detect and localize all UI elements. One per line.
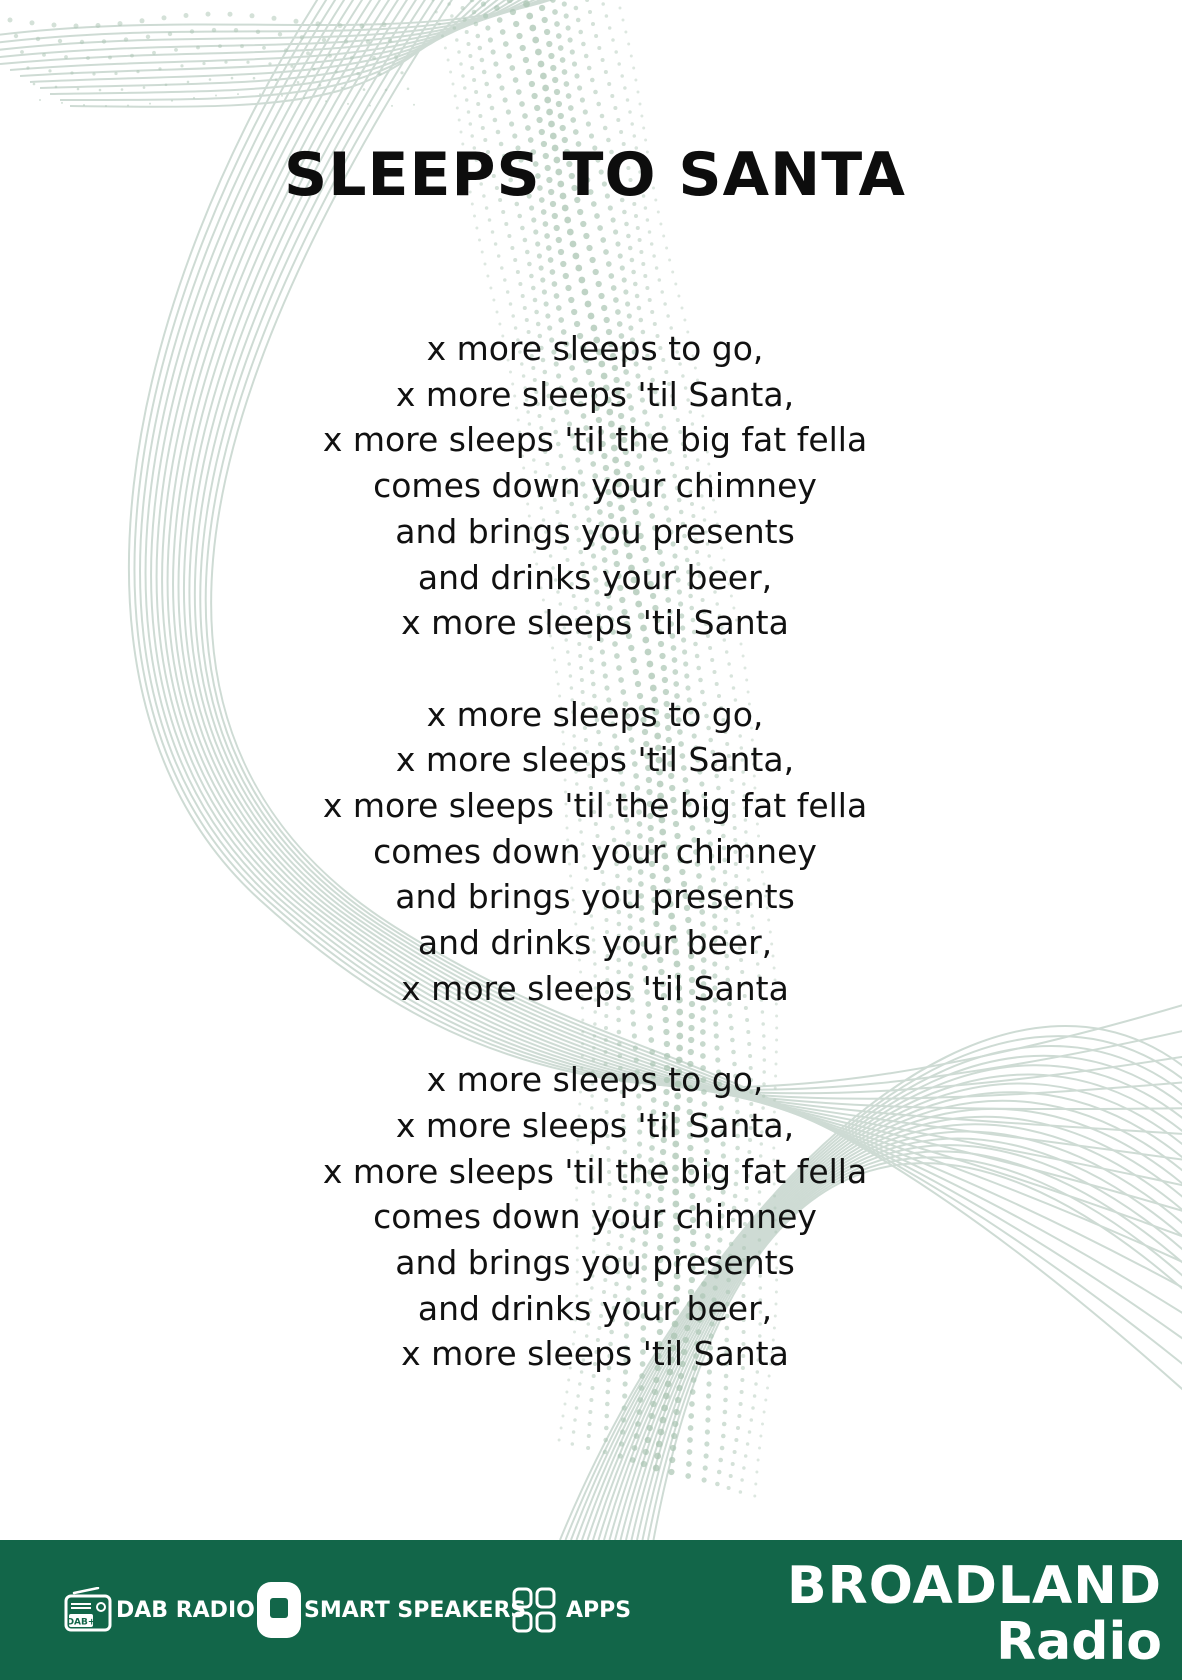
lyric-line: x more sleeps 'til Santa,: [395, 374, 795, 414]
lyric-line: comes down your chimney: [373, 831, 817, 871]
page-title: SLEEPS TO SANTA: [284, 140, 906, 210]
lyric-line: x more sleeps 'til Santa: [401, 968, 789, 1008]
lyric-line: and brings you presents: [395, 511, 795, 551]
lyric-line: comes down your chimney: [373, 1197, 817, 1237]
footer-bar: [0, 1540, 1182, 1680]
brand-logo-line2: Radio: [996, 1612, 1162, 1672]
lyric-line: and drinks your beer,: [417, 923, 773, 963]
lyric-line: x more sleeps 'til the big fat fella: [322, 420, 868, 460]
lyrics: [0, 326, 1182, 1423]
platform-label: APPS: [566, 1597, 632, 1623]
lyric-line: and brings you presents: [395, 1243, 795, 1283]
verse-3: [8, 1057, 1182, 1377]
lyric-line: x more sleeps 'til the big fat fella: [322, 1151, 868, 1191]
lyric-line: x more sleeps 'til Santa: [401, 603, 789, 643]
lyric-line: x more sleeps 'til the big fat fella: [322, 786, 868, 826]
lyric-line: x more sleeps to go,: [426, 694, 764, 734]
lyric-line: and drinks your beer,: [417, 1288, 773, 1328]
lyric-line: x more sleeps 'til Santa,: [395, 740, 795, 780]
platform-apps: [512, 1587, 631, 1633]
apps-grid-icon: [512, 1587, 556, 1633]
lyric-line: x more sleeps 'til Santa,: [395, 1105, 795, 1145]
platform-label: SMART SPEAKERS: [304, 1597, 527, 1623]
smart-speaker-icon: [256, 1581, 302, 1639]
brand-logo-line1: BROADLAND: [787, 1556, 1162, 1616]
lyric-line: and brings you presents: [395, 877, 795, 917]
platform-smart-speakers: [256, 1581, 526, 1639]
platform-dab-radio: [64, 1587, 255, 1633]
verse-1: [8, 326, 1182, 646]
lyric-line: x more sleeps 'til Santa: [401, 1334, 789, 1374]
verse-2: [8, 692, 1182, 1012]
dab-icon-text: DAB+: [66, 1617, 96, 1628]
lyric-line: comes down your chimney: [373, 466, 817, 506]
lyric-line: x more sleeps to go,: [426, 1060, 764, 1100]
platform-label: DAB RADIO: [116, 1597, 255, 1623]
lyric-line: and drinks your beer,: [417, 557, 773, 597]
dab-radio-icon: [64, 1587, 112, 1633]
lyric-line: x more sleeps to go,: [426, 329, 764, 368]
